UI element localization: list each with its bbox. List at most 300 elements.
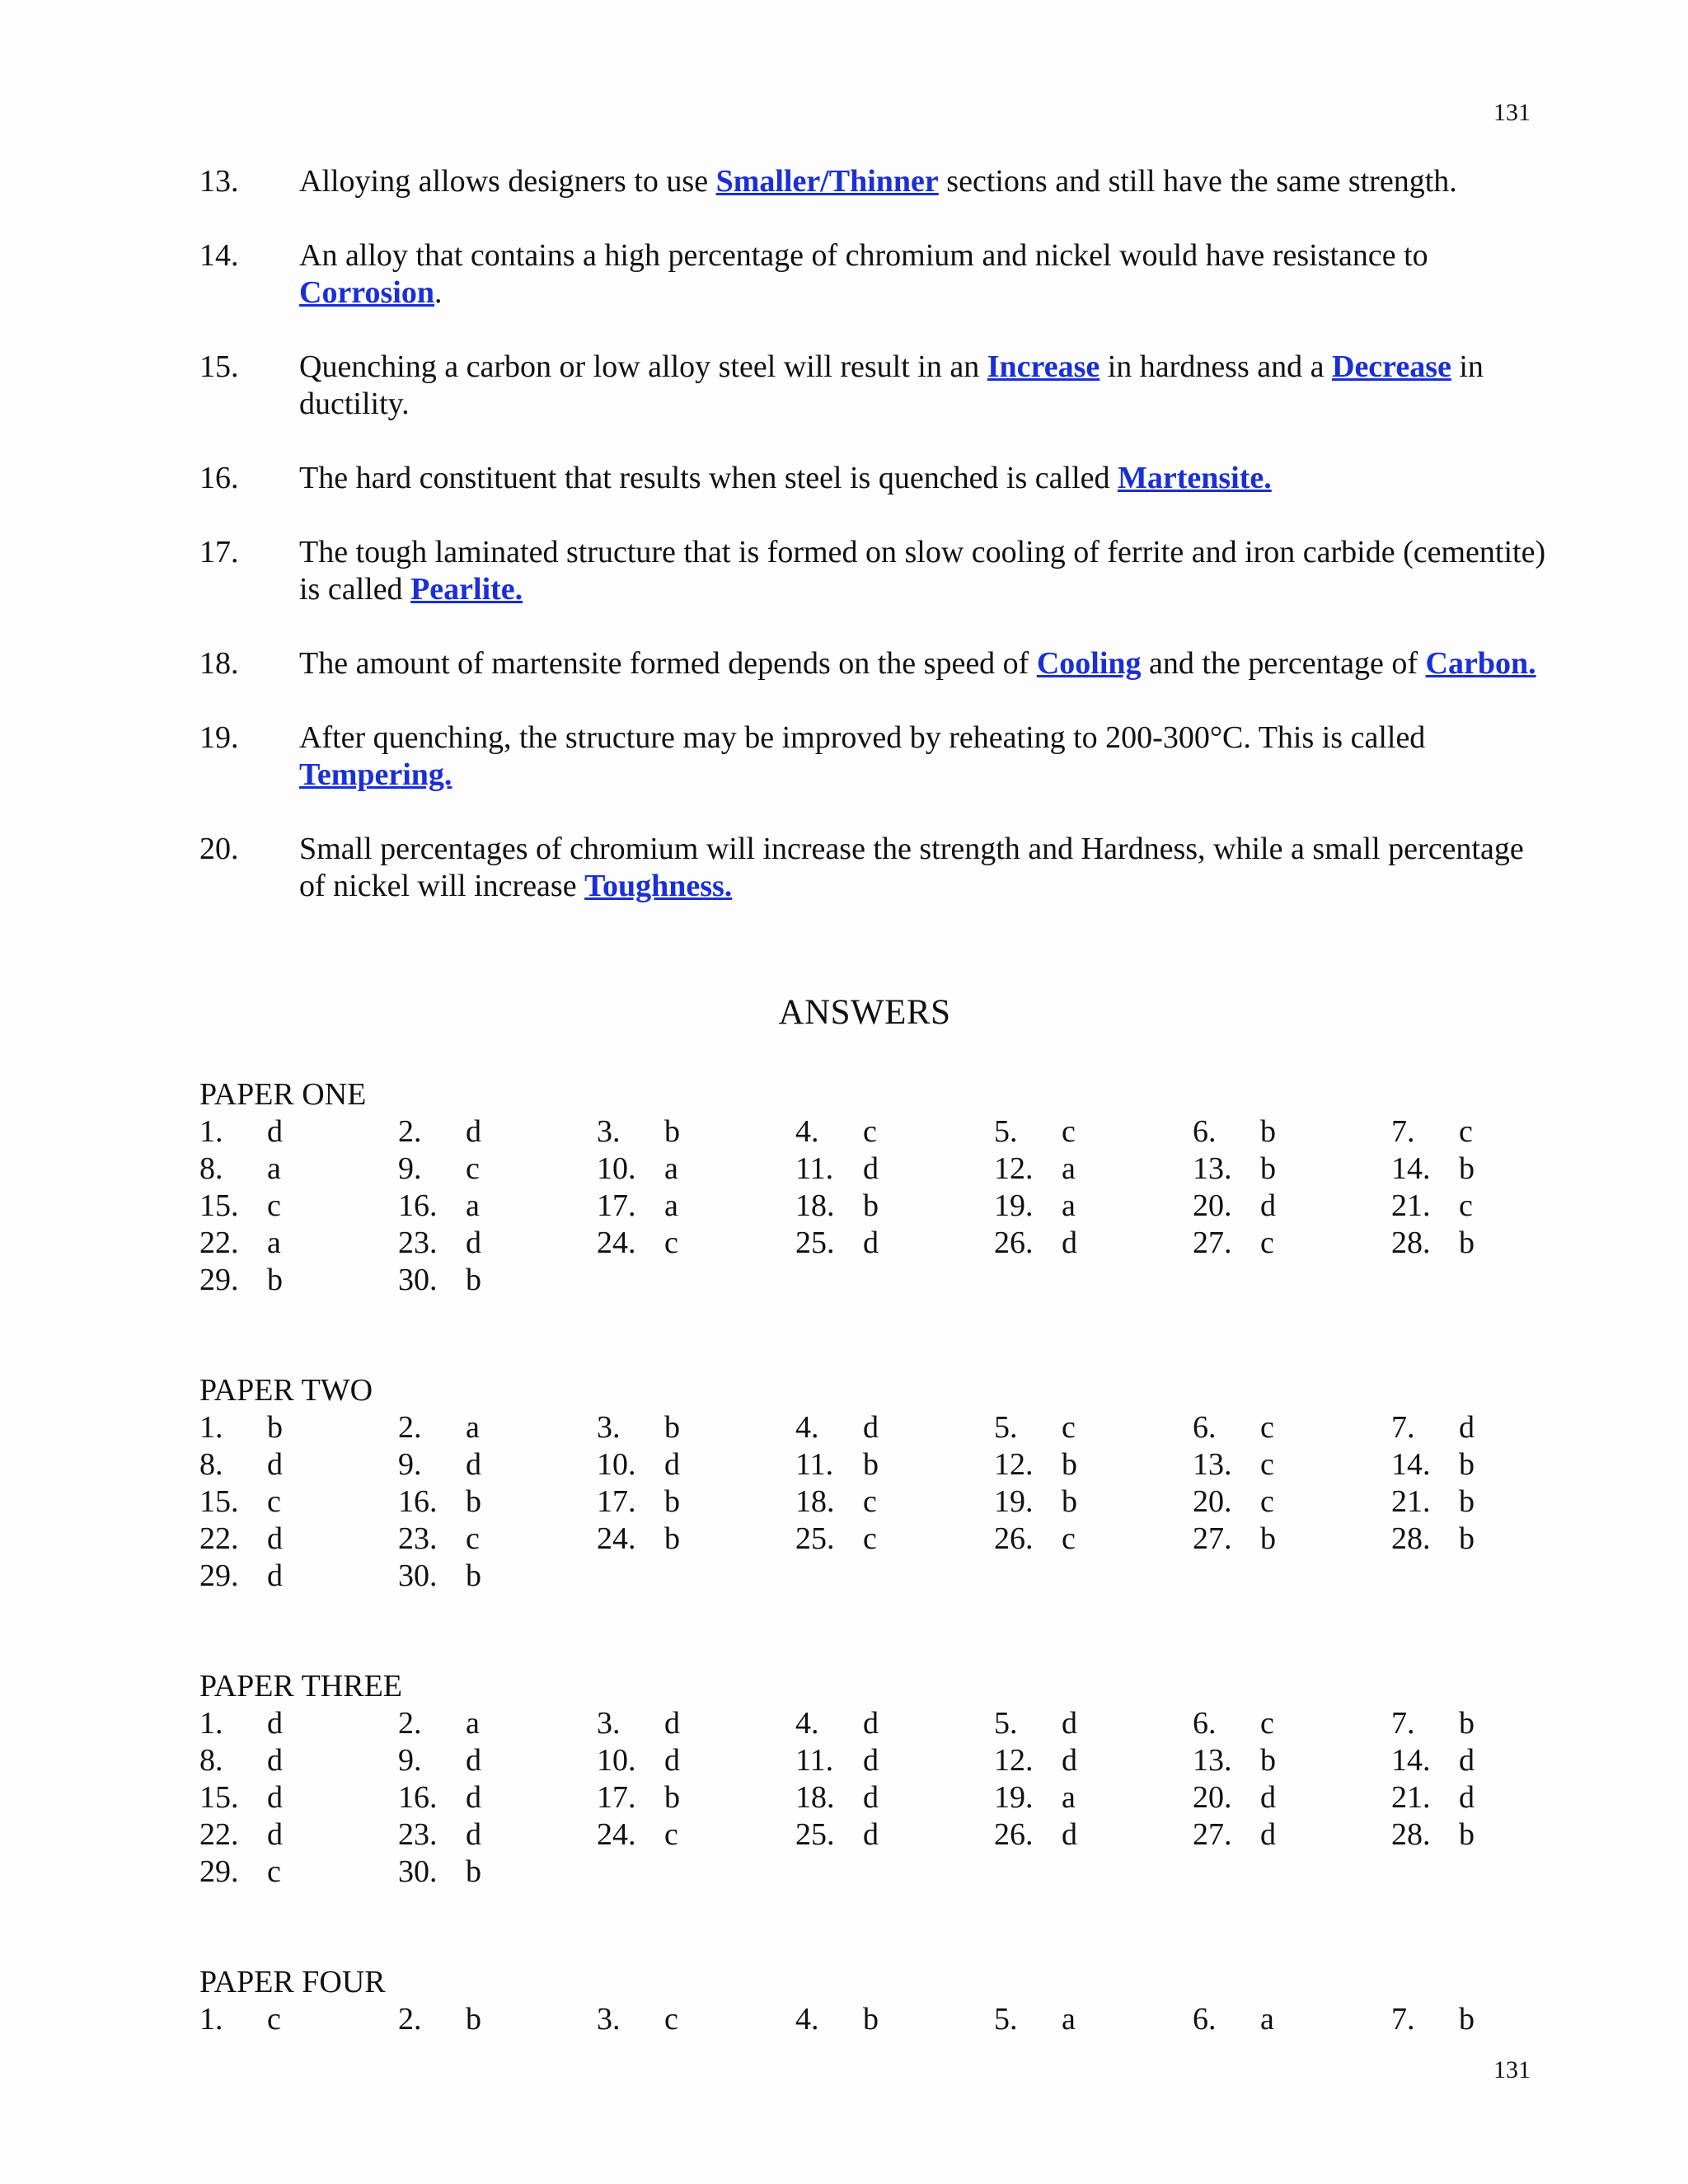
answer-cell	[1193, 1521, 1391, 1558]
answer-number: 20.	[1193, 1484, 1232, 1519]
answer-fill: Increase	[987, 349, 1100, 384]
answer-number: 26.	[994, 1521, 1034, 1556]
answer-letter: d	[863, 1817, 879, 1852]
answer-number: 25.	[795, 1226, 835, 1260]
answer-letter: b	[1459, 1151, 1475, 1186]
answer-number: 30.	[398, 1558, 438, 1593]
answer-number: 24.	[597, 1226, 636, 1260]
answer-letter: d	[267, 1521, 283, 1556]
question-fragment: .	[434, 275, 443, 310]
answer-cell	[994, 1779, 1193, 1816]
question-text	[299, 831, 1551, 905]
question-number: 14.	[199, 238, 239, 273]
answer-cell	[398, 1446, 597, 1483]
answer-letter: b	[1459, 2002, 1475, 2036]
answer-fill: Carbon.	[1425, 646, 1536, 681]
answer-letter: d	[1260, 1780, 1276, 1815]
answer-row	[199, 2001, 1601, 2038]
answer-cell	[795, 2001, 994, 2038]
answer-letter: c	[1062, 1410, 1076, 1445]
answer-number: 20.	[1193, 1780, 1232, 1815]
answer-cell	[597, 1483, 795, 1521]
answer-letter: c	[863, 1114, 877, 1149]
answer-cell	[398, 1816, 597, 1854]
answer-letter: d	[863, 1743, 879, 1778]
answer-number: 17.	[597, 1188, 636, 1223]
question-fragment: in hardness and a	[1100, 349, 1332, 384]
question-fragment: Small percentages of chromium will increase the strength and Hardness, while a small percentage of nickel will increase	[299, 832, 1524, 903]
answer-number: 2.	[398, 2002, 422, 2036]
answer-number: 5.	[994, 1706, 1018, 1741]
answer-cell	[795, 1151, 994, 1188]
answer-letter: b	[466, 2002, 481, 2036]
answer-fill: Decrease	[1332, 349, 1451, 384]
answer-number: 19.	[994, 1188, 1034, 1223]
question-text	[299, 163, 1551, 200]
answer-letter: a	[267, 1226, 281, 1260]
answer-cell	[994, 1446, 1193, 1483]
answer-number: 13.	[1193, 1447, 1232, 1482]
answer-letter: c	[1459, 1188, 1473, 1223]
answer-cell	[199, 1705, 398, 1742]
answer-cell	[199, 1262, 398, 1299]
question-fragment: The hard constituent that results when steel is quenched is called	[299, 461, 1118, 495]
answer-cell	[398, 1409, 597, 1446]
answer-number: 26.	[994, 1817, 1034, 1852]
answer-cell	[597, 2001, 795, 2038]
question-number: 19.	[199, 720, 239, 755]
answer-fill: Smaller/Thinner	[715, 164, 939, 199]
answer-number: 14.	[1391, 1743, 1431, 1778]
answer-cell	[597, 1225, 795, 1262]
answer-letter: d	[267, 1558, 283, 1593]
answer-cell	[795, 1779, 994, 1816]
answer-number: 4.	[795, 1706, 819, 1741]
question-number: 17.	[199, 535, 239, 569]
answer-letter: a	[1062, 2002, 1076, 2036]
answer-letter: d	[664, 1447, 680, 1482]
answer-cell	[1391, 1225, 1590, 1262]
answer-letter: d	[267, 1114, 283, 1149]
question-item	[199, 534, 1551, 608]
answer-number: 27.	[1193, 1226, 1232, 1260]
answer-number: 8.	[199, 1151, 223, 1186]
answer-letter: c	[664, 1817, 678, 1852]
answer-number: 30.	[398, 1854, 438, 1889]
answer-letter: b	[1459, 1226, 1475, 1260]
answer-letter: d	[466, 1447, 481, 1482]
paper-two-answers	[199, 1372, 1601, 1595]
answer-number: 11.	[795, 1447, 834, 1482]
answer-letter: b	[664, 1484, 680, 1519]
answer-row	[199, 1816, 1601, 1854]
answer-row	[199, 1409, 1601, 1446]
answer-cell	[398, 1779, 597, 1816]
answer-number: 15.	[199, 1484, 239, 1519]
answer-fill: Cooling	[1036, 646, 1142, 681]
answer-cell	[994, 2001, 1193, 2038]
answer-letter: d	[664, 1706, 680, 1741]
answer-number: 3.	[597, 2002, 621, 2036]
answer-cell	[199, 1446, 398, 1483]
answer-letter: c	[267, 1188, 281, 1223]
answer-number: 13.	[1193, 1151, 1232, 1186]
answer-number: 25.	[795, 1521, 835, 1556]
answer-letter: c	[267, 1484, 281, 1519]
answer-cell	[1193, 1816, 1391, 1854]
question-item	[199, 349, 1551, 423]
answer-letter: d	[267, 1706, 283, 1741]
answer-number: 10.	[597, 1151, 636, 1186]
answer-row	[199, 1558, 1601, 1595]
answer-number: 26.	[994, 1226, 1034, 1260]
question-item	[199, 831, 1551, 905]
paper-title: PAPER FOUR	[199, 1965, 386, 1999]
answer-letter: b	[466, 1263, 481, 1297]
answer-cell	[994, 1188, 1193, 1225]
question-fragment: An alloy that contains a high percentage of chromium and nickel would have resistance to	[299, 238, 1428, 273]
answer-letter: a	[466, 1410, 480, 1445]
answer-number: 5.	[994, 1114, 1018, 1149]
answer-letter: b	[1062, 1447, 1077, 1482]
answer-row	[199, 1779, 1601, 1816]
answer-cell	[994, 1521, 1193, 1558]
answer-letter: c	[664, 1226, 678, 1260]
answer-number: 4.	[795, 1114, 819, 1149]
answer-letter: d	[1062, 1743, 1077, 1778]
answer-row	[199, 1854, 1601, 1891]
answer-letter: b	[1459, 1484, 1475, 1519]
answer-cell	[1193, 1705, 1391, 1742]
answer-number: 8.	[199, 1743, 223, 1778]
answer-letter: c	[863, 1484, 877, 1519]
answer-letter: b	[1459, 1447, 1475, 1482]
answer-cell	[199, 1816, 398, 1854]
answer-number: 12.	[994, 1447, 1034, 1482]
answer-cell	[199, 1854, 398, 1891]
answer-number: 27.	[1193, 1521, 1232, 1556]
answer-cell	[398, 1742, 597, 1779]
answer-cell	[994, 1742, 1193, 1779]
answer-letter: a	[1062, 1151, 1076, 1186]
answer-letter: b	[664, 1780, 680, 1815]
question-item	[199, 645, 1551, 682]
answer-cell	[398, 1113, 597, 1151]
answer-number: 28.	[1391, 1817, 1431, 1852]
answer-row	[199, 1262, 1601, 1299]
answer-letter: c	[664, 2002, 678, 2036]
paper-title: PAPER THREE	[199, 1669, 403, 1704]
answer-number: 21.	[1391, 1188, 1431, 1223]
answer-cell	[1391, 1521, 1590, 1558]
answer-number: 3.	[597, 1410, 621, 1445]
answer-row	[199, 1113, 1601, 1151]
answer-number: 22.	[199, 1226, 239, 1260]
paper-title: PAPER TWO	[199, 1373, 373, 1408]
answer-number: 6.	[1193, 1706, 1217, 1741]
answer-number: 24.	[597, 1521, 636, 1556]
answer-row	[199, 1705, 1601, 1742]
answer-cell	[398, 1262, 597, 1299]
answer-letter: b	[863, 2002, 879, 2036]
answer-cell	[795, 1188, 994, 1225]
answer-cell	[994, 1151, 1193, 1188]
answer-cell	[1193, 1483, 1391, 1521]
answer-cell	[1193, 1742, 1391, 1779]
answer-cell	[1391, 1779, 1590, 1816]
answer-number: 10.	[597, 1743, 636, 1778]
question-item	[199, 237, 1551, 312]
answer-number: 6.	[1193, 2002, 1217, 2036]
answer-number: 24.	[597, 1817, 636, 1852]
answer-number: 16.	[398, 1188, 438, 1223]
answer-cell	[398, 1854, 597, 1891]
answer-number: 1.	[199, 1706, 223, 1741]
answer-number: 8.	[199, 1447, 223, 1482]
answer-number: 16.	[398, 1484, 438, 1519]
answer-number: 28.	[1391, 1521, 1431, 1556]
answer-row	[199, 1188, 1601, 1225]
answer-letter: d	[466, 1817, 481, 1852]
answer-cell	[398, 1225, 597, 1262]
answer-cell	[1391, 2001, 1590, 2038]
question-text	[299, 237, 1551, 312]
answer-letter: c	[1062, 1521, 1076, 1556]
question-number: 13.	[199, 164, 239, 199]
answer-fill: Pearlite.	[410, 572, 523, 607]
answer-cell	[1193, 1151, 1391, 1188]
answer-number: 9.	[398, 1743, 422, 1778]
question-item	[199, 460, 1551, 497]
answer-number: 15.	[199, 1780, 239, 1815]
answer-cell	[994, 1483, 1193, 1521]
answer-letter: d	[1062, 1817, 1077, 1852]
answer-row	[199, 1742, 1601, 1779]
answer-cell	[398, 1151, 597, 1188]
answer-letter: c	[1459, 1114, 1473, 1149]
answer-cell	[1193, 2001, 1391, 2038]
answer-cell	[398, 1705, 597, 1742]
question-number: 18.	[199, 646, 239, 681]
answer-cell	[1193, 1225, 1391, 1262]
answer-number: 23.	[398, 1817, 438, 1852]
answer-number: 11.	[795, 1743, 834, 1778]
answer-cell	[1391, 1816, 1590, 1854]
answer-number: 29.	[199, 1263, 239, 1297]
answer-letter: d	[863, 1151, 879, 1186]
answer-letter: c	[466, 1521, 480, 1556]
question-fragment: Quenching a carbon or low alloy steel will result in an	[299, 349, 987, 384]
answer-row	[199, 1521, 1601, 1558]
answer-cell	[1391, 1446, 1590, 1483]
answer-number: 1.	[199, 2002, 223, 2036]
answer-number: 30.	[398, 1263, 438, 1297]
answer-letter: b	[1260, 1151, 1276, 1186]
answer-cell	[597, 1188, 795, 1225]
answer-letter: c	[1260, 1447, 1274, 1482]
answer-number: 12.	[994, 1743, 1034, 1778]
question-fragment: in ductility.	[299, 349, 1484, 421]
answer-letter: a	[1062, 1188, 1076, 1223]
question-text	[299, 645, 1551, 682]
paper-three-answers	[199, 1668, 1601, 1891]
answer-number: 6.	[1193, 1410, 1217, 1445]
answer-letter: d	[863, 1410, 879, 1445]
answer-letter: a	[466, 1706, 480, 1741]
answer-row	[199, 1151, 1601, 1188]
answer-cell	[994, 1705, 1193, 1742]
answer-number: 6.	[1193, 1114, 1217, 1149]
answer-letter: d	[466, 1780, 481, 1815]
answer-cell	[597, 1521, 795, 1558]
answer-letter: d	[863, 1226, 879, 1260]
answer-letter: d	[1260, 1188, 1276, 1223]
answer-number: 21.	[1391, 1780, 1431, 1815]
answer-cell	[795, 1705, 994, 1742]
answer-cell	[398, 1558, 597, 1595]
answer-letter: a	[267, 1151, 281, 1186]
question-item	[199, 719, 1551, 794]
question-item	[199, 163, 1551, 200]
answer-number: 9.	[398, 1151, 422, 1186]
answer-cell	[398, 2001, 597, 2038]
paper-one-answers	[199, 1076, 1601, 1299]
answer-letter: b	[1260, 1743, 1276, 1778]
answer-cell	[199, 1188, 398, 1225]
answer-number: 3.	[597, 1114, 621, 1149]
answer-cell	[199, 1521, 398, 1558]
answer-cell	[994, 1409, 1193, 1446]
answer-cell	[597, 1409, 795, 1446]
answer-number: 14.	[1391, 1447, 1431, 1482]
answer-cell	[199, 1225, 398, 1262]
answer-cell	[1193, 1409, 1391, 1446]
question-number: 15.	[199, 349, 239, 384]
answer-number: 16.	[398, 1780, 438, 1815]
answer-number: 5.	[994, 1410, 1018, 1445]
answer-number: 12.	[994, 1151, 1034, 1186]
answer-letter: d	[267, 1817, 283, 1852]
answer-number: 2.	[398, 1410, 422, 1445]
answer-cell	[597, 1779, 795, 1816]
answer-number: 2.	[398, 1114, 422, 1149]
answer-number: 4.	[795, 2002, 819, 2036]
question-fragment: and the percentage of	[1141, 646, 1426, 681]
answer-letter: b	[267, 1263, 283, 1297]
answer-number: 1.	[199, 1410, 223, 1445]
answer-number: 9.	[398, 1447, 422, 1482]
answer-letter: b	[267, 1410, 283, 1445]
answer-letter: b	[863, 1188, 879, 1223]
question-fragment: The tough laminated structure that is formed on slow cooling of ferrite and iron carbide (cementite) is called	[299, 535, 1546, 607]
answer-number: 10.	[597, 1447, 636, 1482]
answer-letter: c	[1260, 1226, 1274, 1260]
answer-cell	[199, 1151, 398, 1188]
answer-letter: b	[664, 1521, 680, 1556]
answer-letter: c	[863, 1521, 877, 1556]
answer-number: 15.	[199, 1188, 239, 1223]
answer-cell	[1193, 1446, 1391, 1483]
answer-cell	[398, 1483, 597, 1521]
answer-letter: a	[466, 1188, 480, 1223]
answer-letter: d	[1459, 1743, 1475, 1778]
answer-letter: b	[1260, 1114, 1276, 1149]
question-number: 20.	[199, 832, 239, 866]
answer-number: 17.	[597, 1484, 636, 1519]
answer-number: 7.	[1391, 2002, 1415, 2036]
answer-cell	[994, 1225, 1193, 1262]
page-number-bottom: 131	[1493, 2056, 1531, 2083]
answer-letter: b	[1459, 1817, 1475, 1852]
answer-cell	[795, 1483, 994, 1521]
answer-number: 23.	[398, 1521, 438, 1556]
answer-fill: Tempering.	[299, 757, 452, 792]
question-number: 16.	[199, 461, 239, 495]
answer-cell	[1391, 1151, 1590, 1188]
question-fragment: After quenching, the structure may be improved by reheating to 200-300°C. This is called	[299, 720, 1426, 755]
answer-letter: d	[267, 1780, 283, 1815]
answer-letter: b	[466, 1854, 481, 1889]
answer-letter: b	[664, 1114, 680, 1149]
answer-cell	[795, 1742, 994, 1779]
answer-number: 19.	[994, 1780, 1034, 1815]
answer-row	[199, 1446, 1601, 1483]
answer-number: 14.	[1391, 1151, 1431, 1186]
answer-letter: c	[267, 1854, 281, 1889]
answer-cell	[795, 1409, 994, 1446]
answer-letter: a	[664, 1151, 678, 1186]
answer-cell	[1193, 1779, 1391, 1816]
answer-letter: b	[466, 1558, 481, 1593]
answer-cell	[597, 1742, 795, 1779]
answer-cell	[199, 1779, 398, 1816]
answer-cell	[795, 1446, 994, 1483]
paper-four-answers	[199, 1964, 1601, 2038]
answer-letter: c	[1062, 1114, 1076, 1149]
answer-number: 17.	[597, 1780, 636, 1815]
answer-row	[199, 1225, 1601, 1262]
paper-title: PAPER ONE	[199, 1077, 367, 1112]
answer-letter: b	[863, 1447, 879, 1482]
answer-letter: c	[1260, 1484, 1274, 1519]
answer-row	[199, 1483, 1601, 1521]
answer-number: 19.	[994, 1484, 1034, 1519]
answer-cell	[1391, 1483, 1590, 1521]
answer-number: 18.	[795, 1780, 835, 1815]
answer-letter: a	[664, 1188, 678, 1223]
answer-letter: d	[1062, 1706, 1077, 1741]
answer-letter: b	[1062, 1484, 1077, 1519]
answer-letter: d	[1459, 1780, 1475, 1815]
answers-heading: ANSWERS	[778, 993, 951, 1032]
answer-letter: d	[863, 1706, 879, 1741]
answer-number: 22.	[199, 1817, 239, 1852]
answer-cell	[795, 1816, 994, 1854]
answer-number: 20.	[1193, 1188, 1232, 1223]
answer-letter: b	[664, 1410, 680, 1445]
question-fragment: sections and still have the same strength.	[938, 164, 1457, 199]
answer-number: 3.	[597, 1706, 621, 1741]
answer-cell	[795, 1113, 994, 1151]
answer-fill: Corrosion	[299, 275, 434, 310]
answer-cell	[597, 1151, 795, 1188]
answer-number: 11.	[795, 1151, 834, 1186]
answer-letter: b	[466, 1484, 481, 1519]
answer-cell	[199, 2001, 398, 2038]
answer-number: 21.	[1391, 1484, 1431, 1519]
answer-letter: c	[1260, 1706, 1274, 1741]
answer-cell	[199, 1113, 398, 1151]
